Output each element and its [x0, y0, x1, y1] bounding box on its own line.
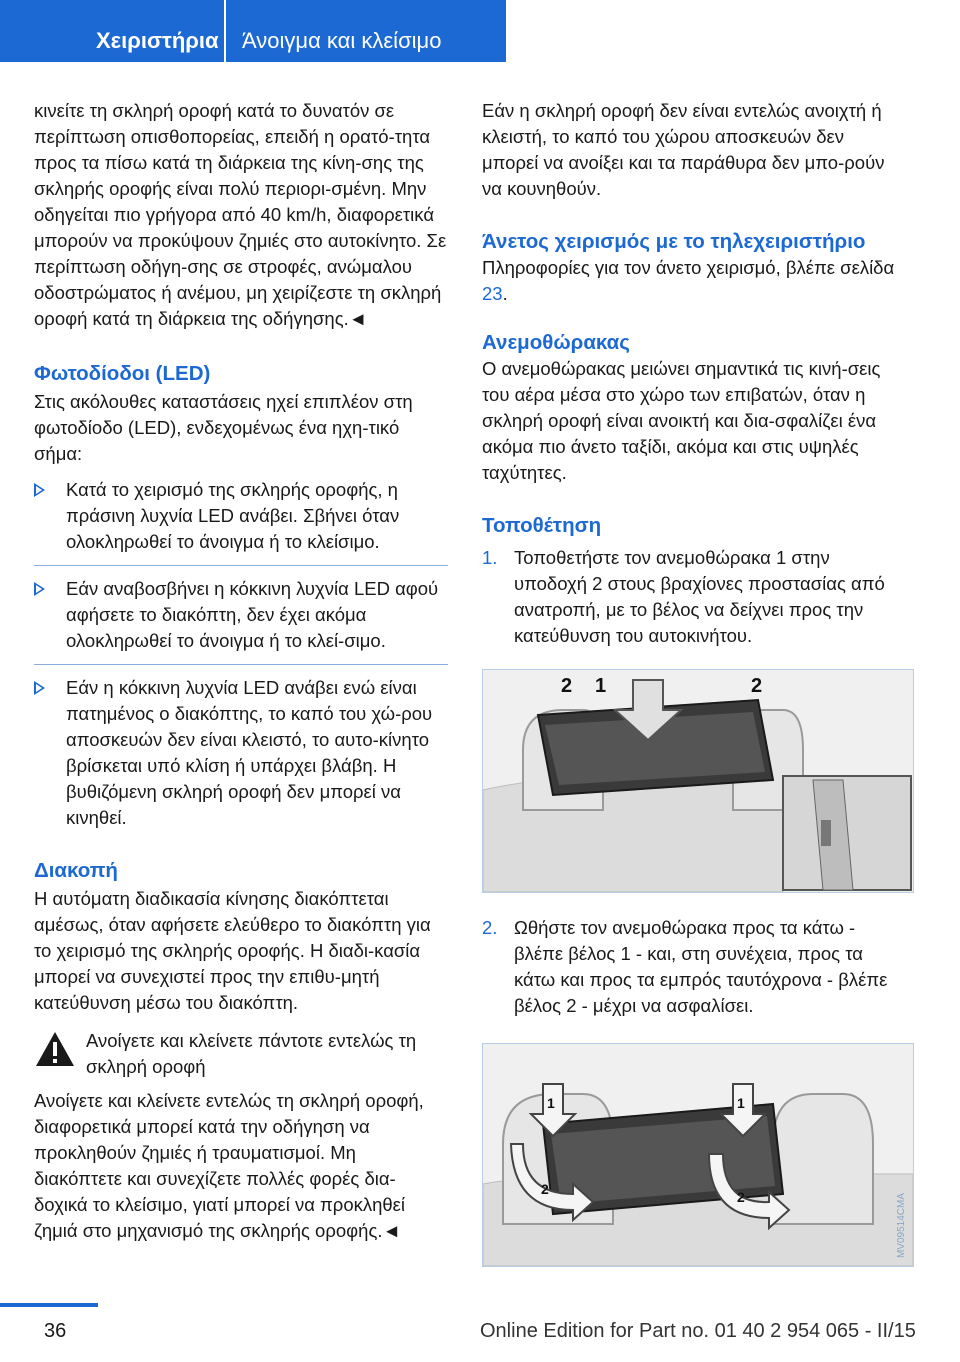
bullet-text: Εάν αναβοσβήνει η κόκκινη λυχνία LED αφού αφήσετε το διακόπτη, δεν έχει ακόμα ολοκληρωθεί το άνοιγμα ή το κλεί‐σιμο.: [66, 578, 439, 651]
page-number: 36: [44, 1320, 67, 1342]
triangle-bullet-icon: [34, 582, 45, 596]
step-number: 1.: [482, 547, 498, 568]
divider: [34, 565, 448, 566]
header: [0, 0, 960, 62]
bullet-item: [34, 477, 448, 555]
tab-opening-closing[interactable]: Άνοιγμα και κλείσιμο: [226, 0, 506, 62]
warning-text: Ανοίγετε και κλείνετε εντελώς τη σκληρή οροφή, διαφορετικά μπορεί κατά την οδήγηση να προκληθούν ζημιές ή τραυματισμοί. Μη διακόπτετε και συνεχίζετε πολλές φορές δια‐δοχικά το κλείσιμο, γιατί μπορεί να προκληθεί ζημιά στο μηχανισμό της σκληρής οροφής.◄: [34, 1090, 424, 1241]
figure-label: 2: [737, 1189, 745, 1205]
figure-label: 1: [547, 1095, 555, 1111]
tab-controls[interactable]: Χειριστήρια: [0, 0, 224, 62]
led-intro: Στις ακόλουθες καταστάσεις ηχεί επιπλέον στη φωτοδίοδο (LED), ενδεχομένως ένα ηχη‐τικό σήμα:: [34, 391, 413, 464]
warning-block: [34, 1028, 448, 1080]
remote-text-pre: Πληροφορίες για τον άνετο χειρισμό, βλέπε σελίδα: [482, 257, 895, 278]
intro-paragraph: κινείτε τη σκληρή οροφή κατά το δυνατόν σε περίπτωση οπισθοπορείας, επειδή η ορατό‐τητα προς τα πίσω κατά τη διάρκεια της κίνη‐σης της σκληρής οροφής είναι πολύ περιορι‐σμένη. Μην οδηγείται πιο γρήγορα από 40 km/h, διαφορετικά μπορούν να προκύψουν ζημιές στο αυτοκίνητο. Σε περίπτωση οδήγη‐σης σε στροφές, ανώμαλου οδοστρώματος ή ανέμου, μη χειρίζεστε τη σκληρή οροφή κατά τη διάρκεια της οδήγησης.◄: [34, 100, 447, 329]
figure-label: 2: [751, 675, 763, 697]
figure-windscreen-lock: [482, 1043, 914, 1267]
step-text: Τοποθετήστε τον ανεμοθώρακα 1 στην υποδοχή 2 στους βραχίονες προστασίας από ανατροπή, με το βέλος να δείχνει προς την κατεύθυνση του αυτοκινήτου.: [514, 547, 885, 646]
left-column: [34, 98, 448, 1244]
right-column: [482, 98, 907, 1267]
triangle-bullet-icon: [34, 681, 45, 695]
bullet-item: [34, 675, 448, 831]
bullet-text: Εάν η κόκκινη λυχνία LED ανάβει ενώ είναι πατημένος ο διακόπτης, το καπό του χώ‐ρου αποσκευών δεν είναι κλειστό, το αυτο‐κίνητο βρίσκεται υπό κλίση ή υπάρχει βλάβη. Η βυθιζόμενη σκληρή οροφή δεν μπορεί να κινηθεί.: [66, 677, 433, 828]
step-item: [482, 545, 896, 649]
warning-title: Ανοίγετε και κλείνετε πάντοτε εντελώς τη σκληρή οροφή: [86, 1030, 417, 1077]
windscreen-lock-illustration: [483, 1044, 913, 1266]
figure-label: 2: [541, 1181, 549, 1197]
edition-text: Online Edition for Part no. 01 40 2 954 065 - II/15: [480, 1320, 916, 1342]
figure-label: 1: [737, 1095, 745, 1111]
figure-label: 2: [561, 675, 573, 697]
stop-heading: Διακοπή: [34, 859, 118, 882]
figure-code: MV09514CMA: [896, 1192, 907, 1258]
figure-label: 1: [595, 675, 607, 697]
wind-text: Ο ανεμοθώρακας μειώνει σημαντικά τις κινή‐σεις του αέρα μέσα στο χώρο των επιβατών, όταν η σκληρή οροφή είναι ανοικτή και δια‐σφαλίζει ένα ακόμα πιο άνετο ταξίδι, ακόμα και στις υψηλές ταχύτητες.: [482, 358, 881, 483]
led-heading: Φωτοδίοδοι (LED): [34, 362, 211, 385]
remote-heading: Άνετος χειρισμός με το τηλεχειριστήριο: [482, 230, 866, 253]
bullet-text: Κατά το χειρισμό της σκληρής οροφής, η πράσινη λυχνία LED ανάβει. Σβήνει όταν ολοκληρωθεί το άνοιγμα ή το κλείσιμο.: [66, 479, 400, 552]
warning-icon: [34, 1030, 76, 1068]
triangle-bullet-icon: [34, 483, 45, 497]
divider: [34, 664, 448, 665]
step-text: Ωθήστε τον ανεμοθώρακα προς τα κάτω - βλέπε βέλος 1 - και, στη συνέχεια, προς τα κάτω και προς τα εμπρός ταυτόχρονα - βλέπε βέλος 2 - μέχρι να ασφαλίσει.: [514, 917, 888, 1016]
step-number: 2.: [482, 917, 498, 938]
footer-accent-line: [0, 1303, 98, 1307]
right-intro: Εάν η σκληρή οροφή δεν είναι εντελώς ανοιχτή ή κλειστή, το καπό του χώρου αποσκευών δεν μπορεί να ανοίξει και τα παράθυρα δεν μπο‐ρούν να κουνηθούν.: [482, 100, 885, 199]
bullet-item: [34, 576, 448, 654]
install-heading: Τοποθέτηση: [482, 514, 602, 537]
stop-text: Η αυτόματη διαδικασία κίνησης διακόπτεται αμέσως, όταν αφήσετε ελεύθερο το διακόπτη για το χειρισμό της σκληρής οροφής. Η διαδι‐κασία μπορεί να συνεχιστεί προς την επιθυ‐μητή κατεύθυνση μέσω του διακόπτη.: [34, 888, 431, 1013]
remote-text: [482, 255, 896, 307]
page-link[interactable]: 23: [482, 283, 503, 304]
remote-text-post: .: [502, 283, 508, 304]
step-item: [482, 915, 896, 1019]
windscreen-illustration: [483, 670, 913, 892]
wind-heading: Ανεμοθώρακας: [482, 331, 630, 354]
figure-windscreen-insert: [482, 669, 914, 893]
